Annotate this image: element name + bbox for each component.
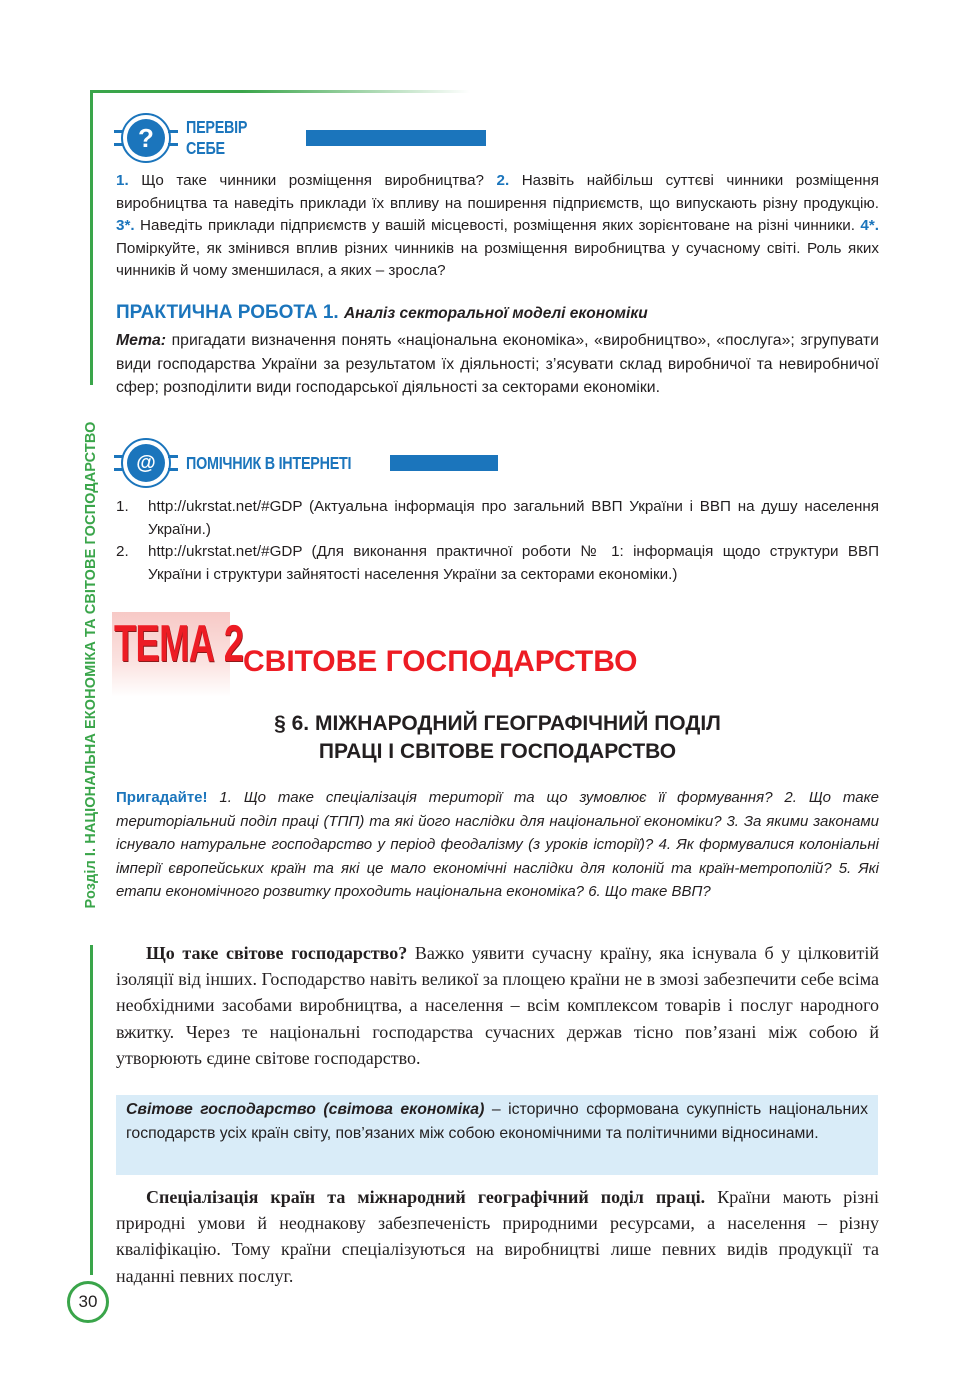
top-rule — [90, 90, 470, 93]
question-mark-icon: ? — [121, 113, 171, 163]
internet-helper-header — [114, 438, 498, 488]
body-paragraph-world-economy: Що таке світове господарство? Важко уявити сучасну країну, яка існувала б у цілковитій ізоляції від інших. Господарство навіть великої за площею країни не в змозі забезпечити себе всіма необхідними засобами виробництва, а населення – всім комплексом товарів і послуг народного вжитку. Через те національні господарства сучасних держав тісно пов’язані між собою й утворюють єдине світове господарство. — [116, 943, 879, 1068]
section-side-label: Розділ І. НАЦІОНАЛЬНА ЕКОНОМІКА ТА СВІТОВЕ ГОСПОДАРСТВО — [83, 421, 99, 909]
body-paragraph-specialization: Спеціалізація країн та міжнародний географічний поділ праці. Країни мають різні природні умови й неоднакову забезпеченість природними ресурсами, а населення – різну кваліфікацію. Тому країни спеціалізуються на виробництві лише певних видів продукції та наданні певних послуг. — [116, 1187, 879, 1286]
margin-rule-bottom — [90, 945, 93, 1275]
check-yourself-questions: 1. Що таке чинники розміщення виробництва? 2. Назвіть найбільш суттєві чинники розміщення виробництва та наведіть приклади їх впливу на поширення підприємств, що випускають різну продукцію. 3*. Наведіть приклади підприємств у вашій місцевості, розміщення яких зорієнтоване на різні чинники. 4*. Поміркуйте, як змінився вплив різних чинників на розміщення виробництва у сучасному світі. Роль яких чинників й чому зменшилася, а яких – зросла? — [116, 172, 879, 279]
topic-title: СВІТОВЕ ГОСПОДАРСТВО — [243, 645, 638, 678]
topic-label: ТЕМА 2 — [114, 615, 244, 673]
internet-link[interactable]: http://ukrstat.net/#GDP (Актуальна інформація про загальний ВВП України і ВВП на душу населення України.) — [148, 498, 879, 538]
header-bar — [306, 130, 486, 146]
internet-helper-icon: @ — [121, 438, 171, 488]
margin-rule-top — [90, 90, 93, 385]
list-item: 1. http://ukrstat.net/#GDP (Актуальна інформація про загальний ВВП України і ВВП на душу населення України.) — [116, 496, 879, 541]
internet-link[interactable]: http://ukrstat.net/#GDP (Для виконання практичної роботи № 1: інформація щодо структури ВВП України і структури зайнятості населення України за секторами економіки.) — [148, 543, 879, 583]
internet-helper-title: ПОМІЧНИК В ІНТЕРНЕТІ — [186, 452, 352, 473]
practical-goal: Мета: пригадати визначення понять «національна економіка», «виробництво», «послуга»; згрупувати види господарства України за результатом їх діяльності; з’ясувати склад виробничої та невиробничої сфер; розподілити види господарської діяльності за секторами економіки. — [116, 332, 879, 396]
recall-block: Пригадайте! 1. Що таке спеціалізація території та що зумовлює її формування? 2. Що таке територіальний поділ праці (ТПП) та які його наслідки для національної економіки? 3. За якими законами існувало натуральне господарство у період феодалізму (з уроків історії)? 4. Як формувалися колоніальні імперії європейських країн та які це мало економічні наслідки для колоній та країн-метрополій? 5. Які етапи економічного розвитку проходить національна економіка? 6. Що таке ВВП? — [116, 789, 879, 900]
check-yourself-header — [114, 113, 486, 163]
internet-links-list — [116, 496, 879, 586]
practical-work-heading: ПРАКТИЧНА РОБОТА 1. Аналіз секторальної моделі економіки — [116, 302, 648, 323]
header-bar — [390, 455, 498, 471]
page-number: 30 — [67, 1281, 109, 1323]
paragraph-title: § 6. МІЖНАРОДНИЙ ГЕОГРАФІЧНИЙ ПОДІЛ ПРАЦІ І СВІТОВЕ ГОСПОДАРСТВО — [274, 712, 721, 763]
list-item: 2. http://ukrstat.net/#GDP (Для виконання практичної роботи № 1: інформація щодо структури ВВП України і структури зайнятості населення України за секторами економіки.) — [116, 541, 879, 586]
check-yourself-title: ПЕРЕВІР СЕБЕ — [186, 117, 248, 158]
definition-text: Світове господарство (світова економіка) – історично сформована сукупність національних господарств усіх країн світу, пов’язаних між собою економічними та політичними відносинами. — [126, 1101, 868, 1142]
